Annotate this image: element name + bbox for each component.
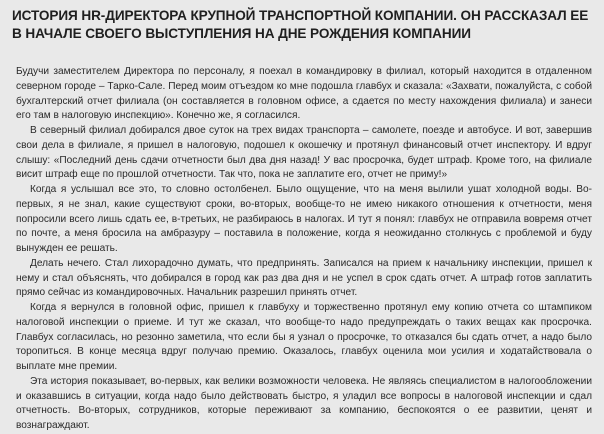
paragraph: Когда я вернулся в головной офис, пришел к главбуху и торжественно протянул ему копию отчета со штампиком налоговой инспекции о приеме. И тут же сказал, что вообще-то надо предупреждать о таких вещах как просрочка. Главбух согласилась, но резонно заметила, что если бы я узнал о просрочке, то отказался бы сдать отчет, а надо было торопиться. В конце месяца вдруг получаю премию. Оказалось, главбух оценила мои усилия и ходатайствовала о выплате мне премии. [16, 302, 592, 372]
article-title: ИСТОРИЯ HR-ДИРЕКТОРА КРУПНОЙ ТРАНСПОРТНОЙ КОМПАНИИ. ОН РАССКАЗАЛ ЕЕ В НАЧАЛЕ СВОЕГО ВЫСТУПЛЕНИЯ НА ДНЕ РОЖДЕНИЯ КОМПАНИИ [12, 8, 589, 41]
paragraph: В северный филиал добирался двое суток на трех видах транспорта – самолете, поезде и автобусе. И вот, завершив свои дела в филиале, я пришел в налоговую, подошел к окошечку и протянул финансовый отчет инспектору. И вдруг слышу: «Последний день сдачи отчетности был два дня назад! У вас просрочка, будет штраф. Кроме того, на филиале висит штраф еще по прошлой отчетности. Так что, пока не заплатите его, отчет не приму!» [16, 125, 592, 181]
paragraph: Делать нечего. Стал лихорадочно думать, что предпринять. Записался на прием к начальнику инспекции, пришел к нему и стал объяснять, что добирался в город как раз два дня и не успел в срок сдать отчет. А штраф готов заплатить прямо сейчас из командировочных. Начальник разрешил принять отчет. [16, 257, 592, 299]
article-body [16, 65, 592, 434]
paragraph: Эта история показывает, во-первых, как велики возможности человека. Не являясь специалистом в налогообложении и оказавшись в ситуации, когда надо было действовать быстро, я уладил все вопросы в налоговой инспекции и сдал отчетность. Во-вторых, сотрудников, которые переживают за компанию, беспокоятся о ее развитии, ценят и вознаграждают. [16, 375, 592, 431]
paragraph: Будучи заместителем Директора по персоналу, я поехал в командировку в филиал, который находится в отдаленном северном городе – Тарко-Сале. Перед моим отъездом ко мне подошла главбух и сказала: «Захвати, пожалуйста, с собой бухгалтерский отчет филиала (он составляется в головном офисе, а сдается по месту нахождения филиала) и занеси его там в налоговую инспекцию». Конечно же, я согласился. [16, 66, 592, 122]
paragraph: Когда я услышал все это, то словно остолбенел. Было ощущение, что на меня вылили ушат холодной воды. Во-первых, я не знал, какие существуют сроки, во-вторых, вообще-то не имею никакого отношения к отчетности, меня попросили всего лишь сдать ее, в-третьих, не разбираюсь в налогах. И тут я понял: главбух не отправила вовремя отчет по почте, а меня бросила на амбразуру – поставила в положение, когда я неожиданно столкнусь с проблемой и буду вынужден ее решать. [16, 184, 592, 254]
